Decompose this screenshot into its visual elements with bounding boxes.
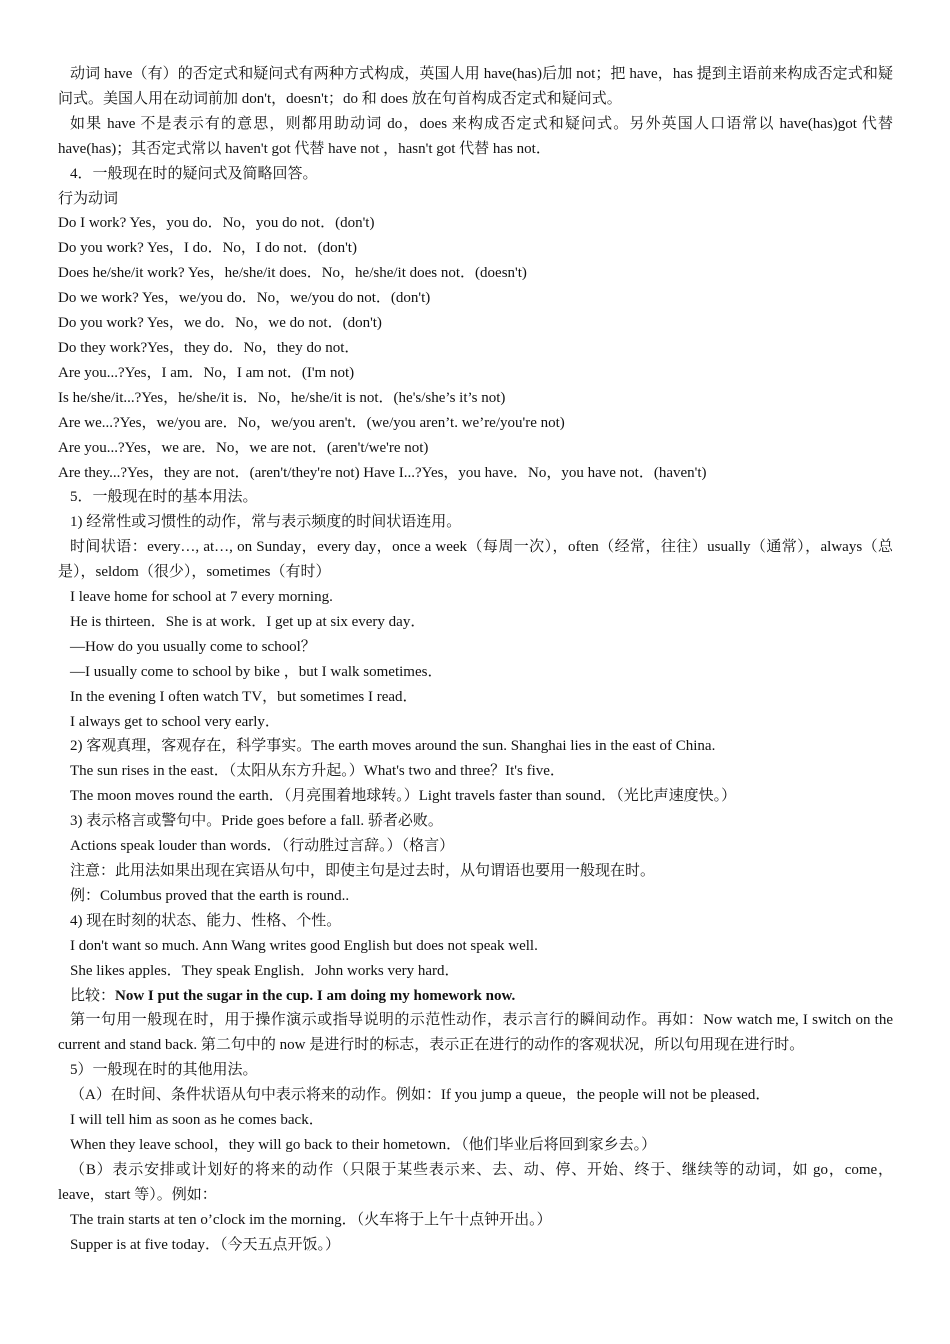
paragraph xyxy=(58,1108,893,1133)
paragraph-text: 5．一般现在时的基本用法。 xyxy=(70,489,258,506)
paragraph-text: 第一句用一般现在时，用于操作演示或指导说明的示范性动作，表示言行的瞬间动作。再如：Now watch me, I switch on the current and stand back. 第二句中的 now 是进行时的标志，表示正在进行的动作的客观状况，所以句用现在进行时。 xyxy=(58,1012,893,1054)
paragraph-text: He is thirteen．She is at work．I get up at six every day． xyxy=(70,613,426,630)
paragraph-text: I don't want so much. Ann Wang writes good English but does not speak well. xyxy=(70,937,538,954)
paragraph-text: Is he/she/it...?Yes，he/she/it is．No，he/she/it is not．(he's/she’s it’s not) xyxy=(58,389,506,406)
paragraph-text: Are we...?Yes，we/you are．No，we/you aren't．(we/you aren’t. we’re/you're not) xyxy=(58,414,565,431)
paragraph xyxy=(58,236,893,261)
document-body xyxy=(58,62,893,1258)
paragraph xyxy=(58,187,893,212)
paragraph-text: She likes apples．They speak English．John works very hard． xyxy=(70,962,460,979)
paragraph-text: Supper is at five today．（今天五点开饭。） xyxy=(70,1236,340,1253)
paragraph xyxy=(58,685,893,710)
paragraph xyxy=(58,984,893,1009)
paragraph xyxy=(58,909,893,934)
paragraph xyxy=(58,311,893,336)
paragraph-text: 4．一般现在时的疑问式及简略回答。 xyxy=(70,165,318,182)
paragraph-text: 2) 客观真理，客观存在，科学事实。The earth moves around the sun. Shanghai lies in the east of China. xyxy=(70,738,716,755)
paragraph-text: Are you...?Yes，I am．No，I am not．(I'm not) xyxy=(58,364,355,381)
paragraph-text: I always get to school very early． xyxy=(70,713,280,730)
paragraph xyxy=(58,62,893,112)
paragraph xyxy=(58,759,893,784)
paragraph xyxy=(58,436,893,461)
paragraph xyxy=(58,1083,893,1108)
paragraph xyxy=(58,485,893,510)
paragraph-text: 5）一般现在时的其他用法。 xyxy=(70,1062,258,1079)
paragraph-text: Do you work? Yes，I do．No，I do not．(don't) xyxy=(58,240,357,257)
paragraph xyxy=(58,1208,893,1233)
paragraph xyxy=(58,261,893,286)
paragraph xyxy=(58,585,893,610)
paragraph xyxy=(58,1058,893,1083)
paragraph xyxy=(58,461,893,486)
paragraph xyxy=(58,710,893,735)
paragraph xyxy=(58,1233,893,1258)
paragraph-text: In the evening I often watch TV，but sometimes I read． xyxy=(70,688,418,705)
paragraph-text: Are you...?Yes，we are．No，we are not．(aren't/we're not) xyxy=(58,439,429,456)
paragraph-text: 动词 have（有）的否定式和疑问式有两种方式构成，英国人用 have(has)后加 not；把 have，has 提到主语前来构成否定式和疑问式。美国人用在动词前加 don't，doesn't；do 和 does 放在句首构成否定式和疑问式。 xyxy=(58,66,893,107)
paragraph-text: The moon moves round the earth．（月亮围着地球转。）Light travels faster than sound．（光比声速度快。） xyxy=(70,788,737,805)
paragraph-text: —How do you usually come to school？ xyxy=(70,638,316,655)
paragraph-text: 4) 现在时刻的状态、能力、性格、个性。 xyxy=(70,912,342,929)
paragraph-text: 行为动词 xyxy=(58,190,119,207)
paragraph xyxy=(58,1133,893,1158)
paragraph xyxy=(58,859,893,884)
paragraph-text: Actions speak louder than words．（行动胜过言辞。）（格言） xyxy=(70,838,455,855)
paragraph-text: Do I work? Yes，you do．No，you do not．(don't) xyxy=(58,215,375,232)
paragraph-text: 如果 have 不是表示有的意思，则都用助动词 do，does 来构成否定式和疑问式。另外英国人口语常以 have(has)got 代替 have(has)；其否定式常以 haven't got 代替 have not ，hasn't got 代替 has not． xyxy=(58,115,893,157)
paragraph-text: The sun rises in the east．（太阳从东方升起。）What's two and three？It's five． xyxy=(70,763,565,780)
paragraph-text: Do we work? Yes，we/you do．No，we/you do not．(don't) xyxy=(58,290,431,307)
paragraph xyxy=(58,1008,893,1058)
paragraph xyxy=(58,809,893,834)
paragraph-text: The train starts at ten o’clock im the morning．（火车将于上午十点钟开出。） xyxy=(70,1211,552,1228)
paragraph xyxy=(58,635,893,660)
paragraph xyxy=(58,411,893,436)
paragraph xyxy=(58,286,893,311)
paragraph-text: 3) 表示格言或警句中。Pride goes before a fall. 骄者必败。 xyxy=(70,813,443,830)
paragraph xyxy=(58,784,893,809)
bold-text: Now I put the sugar in the cup. I am doing my homework now. xyxy=(115,987,516,1004)
paragraph xyxy=(58,510,893,535)
paragraph xyxy=(58,834,893,859)
paragraph xyxy=(58,734,893,759)
paragraph xyxy=(58,211,893,236)
paragraph-text: Are they...?Yes，they are not．(aren't/they're not) Have I...?Yes，you have．No，you have not．(haven't) xyxy=(58,464,707,481)
paragraph-text: Do you work? Yes，we do．No，we do not．(don't) xyxy=(58,315,382,332)
paragraph-text: I leave home for school at 7 every morning. xyxy=(70,589,333,606)
paragraph xyxy=(58,610,893,635)
paragraph xyxy=(58,884,893,909)
paragraph-text: —I usually come to school by bike ，but I walk sometimes． xyxy=(70,663,443,680)
paragraph-text: 1) 经常性或习惯性的动作，常与表示频度的时间状语连用。 xyxy=(70,514,462,531)
paragraph xyxy=(58,959,893,984)
paragraph-text: I will tell him as soon as he comes back． xyxy=(70,1112,324,1129)
paragraph-text: When they leave school，they will go back to their hometown．（他们毕业后将回到家乡去。） xyxy=(70,1136,657,1153)
paragraph xyxy=(58,112,893,162)
paragraph-text: 时间状语：every…, at…, on Sunday，every day，once a week（每周一次），often（经常，往往）usually（通常），always（总是），seldom（很少），sometimes（有时） xyxy=(58,539,894,581)
paragraph-text: 比较： xyxy=(70,987,116,1004)
paragraph-text: Does he/she/it work? Yes，he/she/it does．No，he/she/it does not．(doesn't) xyxy=(58,265,527,282)
paragraph xyxy=(58,934,893,959)
paragraph-text: Do they work?Yes，they do．No，they do not． xyxy=(58,339,360,356)
paragraph xyxy=(58,361,893,386)
paragraph xyxy=(58,336,893,361)
paragraph xyxy=(58,386,893,411)
paragraph xyxy=(58,1158,893,1208)
paragraph-text: 注意：此用法如果出现在宾语从句中，即使主句是过去时，从句谓语也要用一般现在时。 xyxy=(70,863,656,879)
paragraph-text: （A）在时间、条件状语从句中表示将来的动作。例如：If you jump a queue，the people will not be pleased． xyxy=(70,1087,771,1104)
paragraph-text: （B）表示安排或计划好的将来的动作（只限于某些表示来、去、动、停、开始、终于、继续等的动词，如 go，come，leave，start 等）。例如： xyxy=(58,1161,893,1203)
paragraph-text: 例：Columbus proved that the earth is round.. xyxy=(70,887,350,904)
paragraph xyxy=(58,535,893,585)
paragraph xyxy=(58,660,893,685)
paragraph xyxy=(58,162,893,187)
